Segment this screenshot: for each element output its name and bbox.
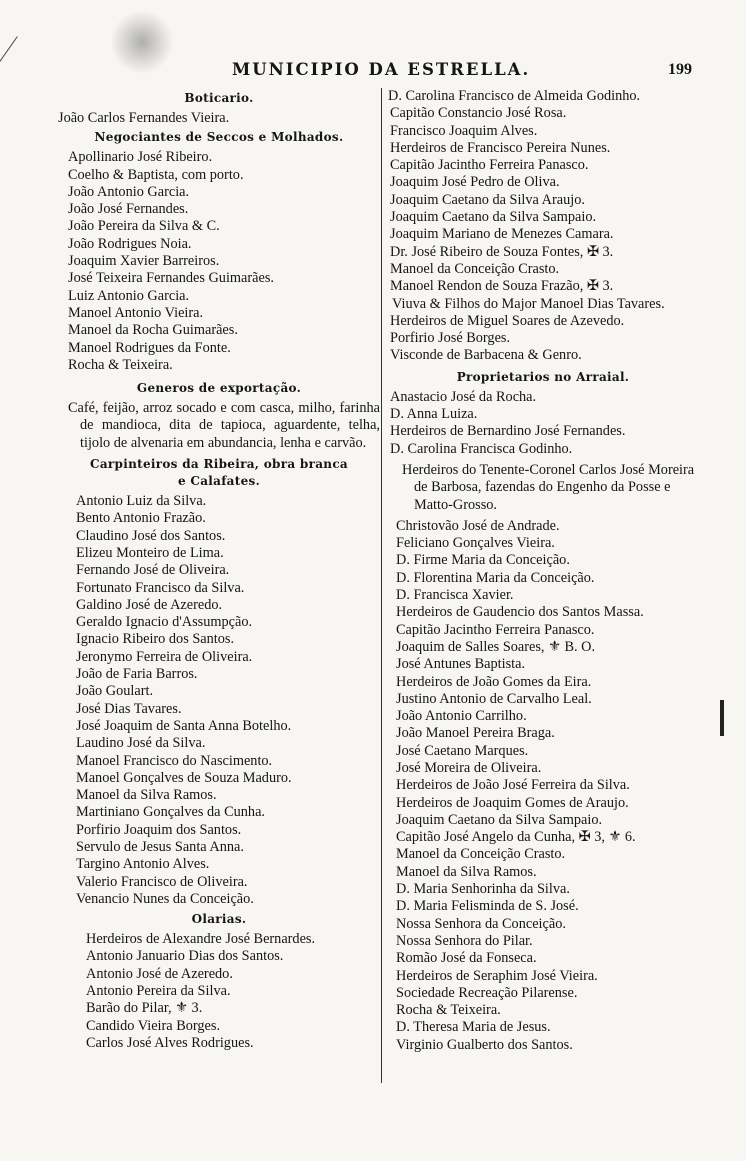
list-item: Ignacio Ribeiro dos Santos.: [76, 631, 235, 648]
list-item: João de Faria Barros.: [76, 666, 198, 683]
list-item: Rocha & Teixeira.: [396, 1002, 501, 1019]
list-item: D. Florentina Maria da Conceição.: [396, 569, 595, 586]
list-item: Feliciano Gonçalves Vieira.: [396, 535, 555, 552]
list-item: Justino Antonio de Carvalho Leal.: [396, 690, 592, 707]
right-column: [386, 88, 700, 1054]
list-item: José Joaquim de Santa Anna Botelho.: [76, 717, 292, 734]
list-item: Luiz Antonio Garcia.: [68, 287, 190, 304]
left-column: [58, 88, 380, 1052]
list-item: Herdeiros de Miguel Soares de Azevedo.: [390, 312, 625, 329]
list-item: José Caetano Marques.: [396, 742, 529, 759]
list-item: D. Maria Senhorinha da Silva.: [396, 881, 570, 898]
section-heading-generos: Generos de exportação.: [136, 381, 302, 396]
list-item: Herdeiros de Gaudencio dos Santos Massa.: [396, 604, 644, 621]
list-item: D. Theresa Maria de Jesus.: [396, 1019, 551, 1036]
column-divider: [381, 88, 382, 1083]
list-item: Capitão Jacintho Ferreira Panasco.: [396, 621, 595, 638]
list-item: Dr. José Ribeiro de Souza Fontes, ✠ 3.: [390, 243, 614, 260]
list-item: D. Francisca Xavier.: [396, 587, 514, 604]
proprietarios-list: [386, 389, 700, 458]
list-item: Manoel da Silva Ramos.: [396, 863, 537, 880]
list-item: Viuva & Filhos do Major Manoel Dias Tavares.: [392, 295, 665, 312]
list-item: Valerio Francisco de Oliveira.: [76, 873, 248, 890]
section-heading-olarias: Olarias.: [191, 912, 247, 927]
list-item: Antonio Pereira da Silva.: [86, 983, 231, 1000]
list-item: Herdeiros de Bernardino José Fernandes.: [390, 423, 626, 440]
list-item: Manoel Antonio Vieira.: [68, 304, 204, 321]
olarias-list: [58, 931, 380, 1052]
list-item: Herdeiros do Tenente-Coronel Carlos José Moreira de Barbosa, fazendas do Engenho da Posse e Matto-Grosso.: [402, 461, 695, 513]
list-item: Nossa Senhora da Conceição.: [396, 915, 566, 932]
section-heading-carpinteiros-1: Carpinteiros da Ribeira, obra branca: [90, 457, 348, 472]
list-item: Christovão José de Andrade.: [396, 517, 560, 534]
list-item: Sociedade Recreação Pilarense.: [396, 984, 578, 1001]
list-item: D. Anna Luiza.: [390, 406, 478, 423]
list-item: Porfirio José Borges.: [390, 330, 511, 347]
list-item: João Antonio Carrilho.: [396, 708, 527, 725]
list-item: D. Maria Felisminda de S. José.: [396, 898, 579, 915]
list-item: Herdeiros de Joaquim Gomes de Araujo.: [396, 794, 629, 811]
list-item: Capitão Jacintho Ferreira Panasco.: [390, 157, 589, 174]
list-item: Porfirio Joaquim dos Santos.: [76, 821, 242, 838]
negociantes-list: [58, 149, 380, 374]
list-item: José Teixeira Fernandes Guimarães.: [68, 270, 274, 287]
list-item: Venancio Nunes da Conceição.: [76, 890, 254, 907]
list-item: Herdeiros de Seraphim José Vieira.: [396, 967, 598, 984]
list-item: Francisco Joaquim Alves.: [390, 122, 538, 139]
list-item: Manoel da Rocha Guimarães.: [68, 322, 238, 339]
list-item: João Antonio Garcia.: [68, 183, 190, 200]
list-item: Barão do Pilar, ⚜ 3.: [86, 1000, 203, 1017]
page-title: MUNICIPIO DA ESTRELLA.: [232, 60, 531, 79]
continuation-list-2: [386, 313, 700, 365]
list-item: Herdeiros de João José Ferreira da Silva.: [396, 777, 630, 794]
list-item: Anastacio José da Rocha.: [390, 388, 537, 405]
list-item: Manoel da Silva Ramos.: [76, 787, 217, 804]
list-item: Manoel da Conceição Crasto.: [396, 846, 566, 863]
list-item: Targino Antonio Alves.: [76, 856, 210, 873]
margin-mark: [720, 700, 724, 736]
list-item: Joaquim Mariano de Menezes Camara.: [390, 226, 614, 243]
list-item: Fernando José de Oliveira.: [76, 562, 230, 579]
list-item: Bento Antonio Frazão.: [76, 510, 206, 527]
list-item: José Antunes Baptista.: [396, 656, 526, 673]
list-item: D. Carolina Francisca Godinho.: [390, 440, 573, 457]
list-item: Herdeiros de Francisco Pereira Nunes.: [390, 139, 611, 156]
list-item: José Moreira de Oliveira.: [396, 759, 542, 776]
list-item: Antonio Januario Dias dos Santos.: [86, 948, 284, 965]
list-item: Joaquim José Pedro de Oliva.: [390, 174, 560, 191]
list-item: Antonio Luiz da Silva.: [76, 493, 207, 510]
list-item: João Manoel Pereira Braga.: [396, 725, 555, 742]
list-item: Claudino José dos Santos.: [76, 527, 226, 544]
list-item: Galdino José de Azeredo.: [76, 596, 223, 613]
list-item: Joaquim de Salles Soares, ⚜ B. O.: [396, 638, 596, 655]
list-item: Martiniano Gonçalves da Cunha.: [76, 804, 265, 821]
list-item: João Carlos Fernandes Vieira.: [58, 110, 230, 126]
list-item: Visconde de Barbacena & Genro.: [390, 347, 582, 364]
list-item: Manoel Gonçalves de Souza Maduro.: [76, 769, 292, 786]
list-item: José Dias Tavares.: [76, 700, 182, 717]
page-header: [0, 60, 746, 84]
boticario-list: [58, 110, 380, 127]
list-item: Capitão Constancio José Rosa.: [390, 105, 567, 122]
list-item: Jeronymo Ferreira de Oliveira.: [76, 648, 253, 665]
list-item: Rocha & Teixeira.: [68, 356, 173, 373]
list-item: Joaquim Caetano da Silva Sampaio.: [396, 811, 603, 828]
carpinteiros-list: [58, 493, 380, 908]
list-item: João José Fernandes.: [68, 201, 189, 218]
list-item: Apollinario José Ribeiro.: [68, 149, 213, 166]
section-heading-boticario: Boticario.: [184, 91, 254, 105]
continuation-list: [386, 105, 700, 295]
list-item: João Rodrigues Noia.: [68, 235, 192, 252]
proprietarios-list-2: [386, 518, 700, 1054]
list-item: Antonio José de Azeredo.: [86, 965, 233, 982]
list-item: D. Firme Maria da Conceição.: [396, 552, 570, 569]
list-item: Manoel Francisco do Nascimento.: [76, 752, 273, 769]
list-item: Manoel Rendon de Souza Frazão, ✠ 3.: [390, 278, 614, 295]
list-item: Elizeu Monteiro de Lima.: [76, 544, 224, 561]
list-item: Herdeiros de Alexandre José Bernardes.: [86, 931, 316, 948]
list-item: Carlos José Alves Rodrigues.: [86, 1034, 254, 1051]
list-item: Fortunato Francisco da Silva.: [76, 579, 245, 596]
list-item: João Goulart.: [76, 683, 154, 700]
section-heading-negociantes: Negociantes de Seccos e Molhados.: [94, 130, 344, 145]
list-item: Joaquim Caetano da Silva Sampaio.: [390, 209, 597, 226]
list-item: Manoel Rodrigues da Fonte.: [68, 339, 231, 356]
list-item: Virginio Gualberto dos Santos.: [396, 1036, 573, 1053]
section-heading-carpinteiros-2: e Calafates.: [177, 474, 261, 489]
list-item: João Pereira da Silva & C.: [68, 218, 220, 235]
list-item: Laudino José da Silva.: [76, 735, 206, 752]
list-item: Capitão José Angelo da Cunha, ✠ 3, ⚜ 6.: [396, 829, 636, 846]
list-item: Manoel da Conceição Crasto.: [390, 260, 560, 277]
section-heading-proprietarios: Proprietarios no Arraial.: [456, 369, 630, 384]
list-item: Joaquim Xavier Barreiros.: [68, 253, 220, 270]
page-number: 199: [668, 61, 692, 78]
list-item: Nossa Senhora do Pilar.: [396, 932, 533, 949]
list-item: Servulo de Jesus Santa Anna.: [76, 838, 244, 855]
list-item: Geraldo Ignacio d'Assumpção.: [76, 614, 253, 631]
list-item: Romão José da Fonseca.: [396, 950, 537, 967]
list-item: D. Carolina Francisco de Almeida Godinho.: [388, 88, 641, 104]
list-item: Herdeiros de João Gomes da Eira.: [396, 673, 592, 690]
list-item: Joaquim Caetano da Silva Araujo.: [390, 191, 585, 208]
generos-text: Café, feijão, arroz socado e com casca, milho, farinha de mandioca, dita de tapioca, aguardente, telha, tijolo de alvenaria em abundancia, lenha e carvão.: [68, 400, 380, 451]
list-item: Candido Vieira Borges.: [86, 1017, 221, 1034]
list-item: Coelho & Baptista, com porto.: [68, 166, 244, 183]
